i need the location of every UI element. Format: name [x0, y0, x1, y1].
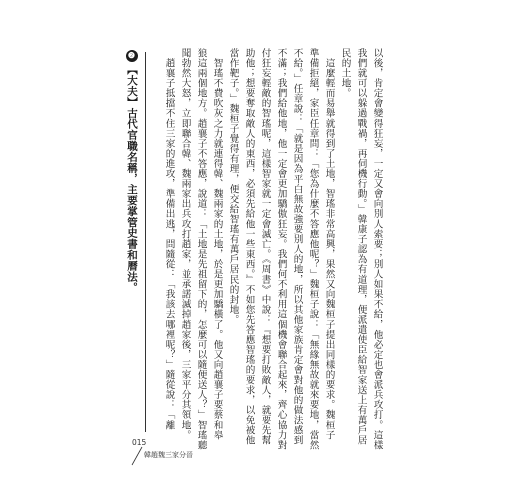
footnote-term: 【大夫】	[126, 64, 138, 108]
text-column: 不滿；我們給他地，他一定會更加驕傲狂妄。我們何不利用這個機會聯合起來，齊心協力對	[275, 48, 287, 450]
text-column: 民的土地。	[339, 48, 351, 99]
page-number: 015	[132, 438, 147, 447]
text-column: 我們就可以躲過戰禍，再伺機行動。」韓康子認為有道理，便派遣使臣給智家送上有萬戶居	[355, 48, 367, 446]
text-column: 這麼輕而易舉就得到了土地，智瑤非常高興，果然又向魏桓子提出同樣的要求。魏桓子	[323, 48, 335, 440]
text-column: 不給。」任章說：「就是因為平白無故強要別人的地，所以其他家族肯定會對他的做法感到	[291, 48, 303, 446]
text-column: 趙襄子抵擋不住三家的進攻，準備出逃，問隨從：「我該去哪裡呢？」隨從說：「離	[163, 48, 175, 430]
text-column: 智瑤不費吹灰之力就連得韓、魏兩家的土地，於是更加驕橫了。他又向趙襄子要蔡和皋	[211, 48, 223, 440]
footnote-number: ❷	[127, 51, 137, 61]
text-column: 準備拒絕，家臣任章問：「您為什麼不答應他呢？」魏桓子說：「無緣無故就來要地，當然	[307, 48, 319, 450]
text-column: 狼這兩個地方。趙襄子不答應，說道：「土地是先祖留下的，怎麼可以隨便送人？」智瑤聽	[195, 48, 207, 450]
text-column: 當作靶子。」魏桓子覺得有理，便交給智瑤有萬戶居民的封地。	[227, 48, 239, 325]
text-column: 聞勃然大怒，立即聯合韓、魏兩家出兵攻打趙家，並承諾滅掉趙家後，三家平分其領地。	[179, 48, 191, 440]
footnote-text: 古代官職名稱，主要掌管史書和曆法。	[126, 107, 138, 293]
footnote-divider	[145, 52, 146, 432]
footnote	[126, 50, 138, 293]
page-footer	[130, 436, 200, 466]
text-column: 付狂妄輕敵的智瑤呢，這樣智家就一定會滅亡。《周書》中說：『想要打敗敵人，就要先幫	[259, 48, 271, 446]
text-column: 以後，肯定會變得狂妄，一定又會向別人索要；別人如果不給，他必定也會派兵攻打。這樣	[371, 48, 383, 450]
book-title: 韓趙魏三家分晉	[144, 451, 193, 459]
text-column: 助他；想要奪取敵人的東西，必須先給他一些東西。』不如您先答應智瑤的要求，以免被他	[243, 48, 255, 446]
